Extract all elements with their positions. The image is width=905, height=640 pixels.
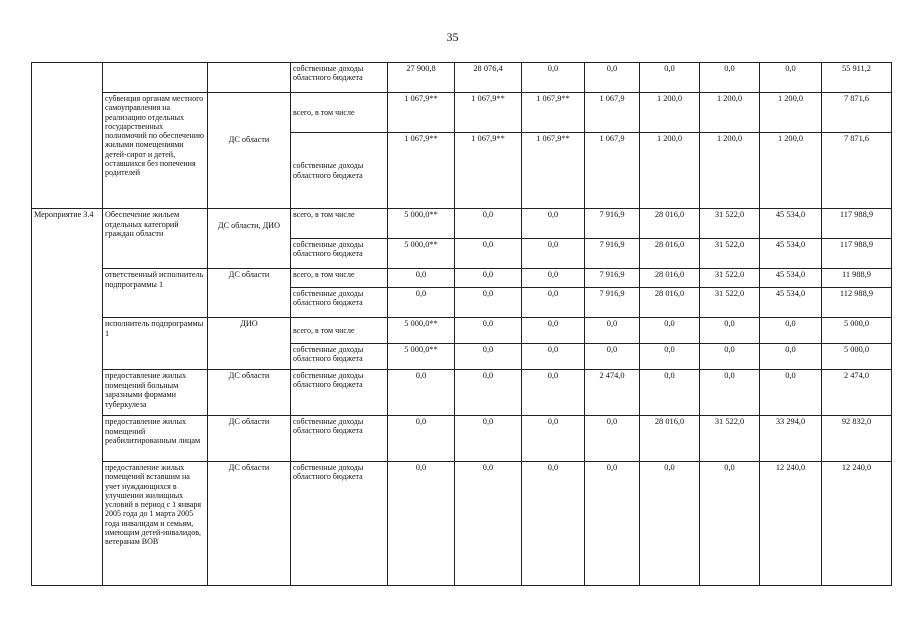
name-cell: предоставление жилых помещений реабилитированным лицам [103,416,208,462]
value-cell: 45 534,0 [760,209,822,239]
value-cell: 2 474,0 [822,370,892,416]
value-cell: 28 016,0 [640,209,700,239]
budget-table [31,62,892,586]
value-cell: 1 200,0 [760,133,822,209]
funding-source-cell: собственные доходы областного бюджета [291,133,388,209]
value-cell: 0,0 [522,63,585,93]
value-cell: 0,0 [700,318,760,344]
value-cell: 0,0 [455,370,522,416]
name-cell: предоставление жилых помещений больным заразными формами туберкулеза [103,370,208,416]
executor-cell: ДИО [208,318,291,370]
executor-cell: ДС области [208,416,291,462]
value-cell: 7 871,6 [822,93,892,133]
table-row [32,63,892,93]
table-row [32,209,892,239]
value-cell: 2 474,0 [585,370,640,416]
value-cell: 27 900,8 [388,63,455,93]
value-cell: 0,0 [640,63,700,93]
value-cell: 5 000,0 [822,344,892,370]
value-cell: 0,0 [585,63,640,93]
value-cell: 0,0 [388,416,455,462]
value-cell: 28 016,0 [640,269,700,288]
value-cell: 1 200,0 [700,93,760,133]
value-cell: 1 067,9** [455,133,522,209]
value-cell: 1 200,0 [760,93,822,133]
value-cell: 0,0 [455,288,522,318]
value-cell: 0,0 [522,462,585,586]
value-cell: 5 000,0 [822,318,892,344]
value-cell: 0,0 [522,239,585,269]
value-cell: 45 534,0 [760,288,822,318]
funding-source-cell: собственные доходы областного бюджета [291,416,388,462]
value-cell: 0,0 [760,63,822,93]
table-row [32,269,892,288]
value-cell: 117 988,9 [822,239,892,269]
value-cell: 31 522,0 [700,209,760,239]
value-cell: 0,0 [455,318,522,344]
value-cell: 28 016,0 [640,416,700,462]
value-cell: 92 832,0 [822,416,892,462]
table-row [32,416,892,462]
value-cell: 12 240,0 [822,462,892,586]
name-cell: Обеспечение жильем отдельных категорий граждан области [103,209,208,269]
value-cell: 0,0 [388,462,455,586]
value-cell: 1 067,9** [522,93,585,133]
funding-source-cell: всего, в том числе [291,269,388,288]
value-cell: 0,0 [522,344,585,370]
value-cell: 45 534,0 [760,269,822,288]
value-cell: 117 988,9 [822,209,892,239]
value-cell: 28 016,0 [640,239,700,269]
value-cell: 0,0 [388,269,455,288]
value-cell: 31 522,0 [700,239,760,269]
value-cell: 0,0 [388,370,455,416]
value-cell: 0,0 [585,462,640,586]
value-cell: 7 916,9 [585,209,640,239]
executor-cell: ДС области [208,269,291,318]
funding-source-cell: всего, в том числе [291,318,388,344]
value-cell: 112 988,9 [822,288,892,318]
value-cell: 28 016,0 [640,288,700,318]
value-cell: 7 871,6 [822,133,892,209]
value-cell: 0,0 [640,462,700,586]
value-cell: 1 067,9** [388,93,455,133]
funding-source-cell: всего, в том числе [291,93,388,133]
value-cell: 0,0 [522,288,585,318]
value-cell: 28 076,4 [455,63,522,93]
name-cell: субвенция органам местного самоуправления на реализацию отдельных государственных полномочий по обеспечению жилыми помещениями детей-сирот и детей, оставшихся без попечения родителей [103,93,208,209]
value-cell: 33 294,0 [760,416,822,462]
funding-source-cell: собственные доходы областного бюджета [291,239,388,269]
value-cell: 0,0 [455,239,522,269]
value-cell: 0,0 [388,288,455,318]
value-cell: 31 522,0 [700,269,760,288]
event-label: Мероприятие 3.4 [32,209,103,586]
funding-source-cell: собственные доходы областного бюджета [291,63,388,93]
value-cell: 0,0 [585,416,640,462]
value-cell: 0,0 [522,416,585,462]
value-cell: 1 067,9** [522,133,585,209]
value-cell: 1 067,9 [585,93,640,133]
name-cell: ответственный исполнитель подпрограммы 1 [103,269,208,318]
value-cell: 0,0 [760,344,822,370]
funding-source-cell: собственные доходы областного бюджета [291,344,388,370]
value-cell: 0,0 [585,318,640,344]
value-cell: 5 000,0** [388,318,455,344]
table-row [32,318,892,344]
value-cell: 0,0 [522,269,585,288]
value-cell: 0,0 [455,209,522,239]
funding-source-cell: собственные доходы областного бюджета [291,288,388,318]
page-number: 35 [446,30,459,44]
executor-cell: ДС области [208,462,291,586]
value-cell: 55 911,2 [822,63,892,93]
value-cell: 1 067,9 [585,133,640,209]
value-cell: 0,0 [455,462,522,586]
name-cell: исполнитель подпрограммы 1 [103,318,208,370]
funding-source-cell: собственные доходы областного бюджета [291,462,388,586]
value-cell: 1 067,9** [455,93,522,133]
value-cell: 0,0 [522,318,585,344]
executor-cell: ДС области, ДИО [208,209,291,269]
value-cell: 0,0 [760,370,822,416]
value-cell: 1 200,0 [640,93,700,133]
name-cell [103,63,208,93]
name-cell: предоставление жилых помещений вставшим на учет нуждающихся в улучшении жилищных условий в период с 1 января 2005 года до 1 марта 2005 года инвалидам и семьям, имеющим детей-инвалидов, ветеранам ВОВ [103,462,208,586]
value-cell: 0,0 [640,344,700,370]
value-cell: 31 522,0 [700,288,760,318]
executor-cell [208,63,291,93]
value-cell: 7 916,9 [585,288,640,318]
value-cell: 5 000,0** [388,344,455,370]
table-row [32,370,892,416]
value-cell: 0,0 [700,344,760,370]
value-cell: 12 240,0 [760,462,822,586]
value-cell: 45 534,0 [760,239,822,269]
table-row [32,462,892,586]
value-cell: 0,0 [522,209,585,239]
value-cell: 5 000,0** [388,239,455,269]
table-row [32,93,892,133]
value-cell: 11 988,9 [822,269,892,288]
event-cell [32,63,103,209]
funding-source-cell: собственные доходы областного бюджета [291,370,388,416]
value-cell: 0,0 [700,370,760,416]
value-cell: 7 916,9 [585,239,640,269]
executor-cell: ДС области [208,370,291,416]
value-cell: 7 916,9 [585,269,640,288]
value-cell: 0,0 [700,63,760,93]
value-cell: 31 522,0 [700,416,760,462]
executor-cell: ДС области [208,93,291,209]
value-cell: 0,0 [455,269,522,288]
value-cell: 0,0 [585,344,640,370]
funding-source-cell: всего, в том числе [291,209,388,239]
value-cell: 0,0 [640,370,700,416]
value-cell: 0,0 [640,318,700,344]
value-cell: 1 067,9** [388,133,455,209]
value-cell: 1 200,0 [640,133,700,209]
value-cell: 0,0 [455,344,522,370]
value-cell: 0,0 [522,370,585,416]
value-cell: 0,0 [700,462,760,586]
value-cell: 5 000,0** [388,209,455,239]
value-cell: 0,0 [455,416,522,462]
value-cell: 0,0 [760,318,822,344]
value-cell: 1 200,0 [700,133,760,209]
